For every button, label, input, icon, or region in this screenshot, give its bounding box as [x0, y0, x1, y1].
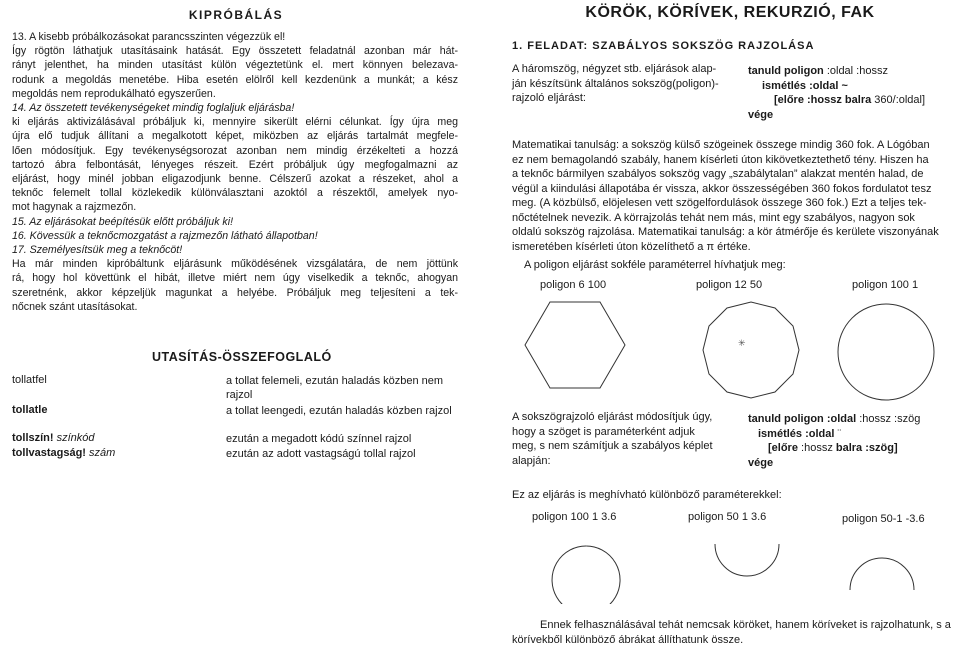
left-text-line: eljárást, hogy minél jobban eligazodjunk benne. Célszerű azokat a részeket, ahol a	[12, 173, 458, 186]
math-paragraph-line: nőctételnek nevezik. A körrajzolás tehát nem más, mint egy szabályos, nagyon sok	[512, 211, 915, 224]
summary-description: a tollat felemeli, ezután haladás közben nem rajzol	[226, 375, 444, 402]
left-text-line: tartozó ábra felbontását, lényeges részeit. Ezért próbáljuk úgy megfogalmazni az	[12, 158, 458, 171]
code-block-1: tanuld poligon :oldal :hossz ismétlés :oldal ~ [előre :hossz balra 360/:oldal] vége	[748, 65, 926, 121]
right-column	[500, 0, 960, 646]
summary-command: tollszín! színkód	[12, 432, 95, 444]
summary-heading: UTASÍTÁS-ÖSSZEFOGLALÓ	[152, 350, 332, 364]
intro2-text: A sokszögrajzoló eljárást módosítjuk úgy, hogy a szöget is paraméterként adjuk meg, s nem számítjuk a szabályos képlet alapján:	[512, 411, 713, 467]
left-text-line: 15. Az eljárásokat beépítésük előtt próbáljuk ki!	[12, 215, 234, 228]
left-text-line: rányt jelenthet, ha minden utasítást külön végeztetünk el. mert könnyen belezava-	[12, 59, 458, 72]
left-text-line: megoldás nem reprodukálható egyszerűen.	[12, 87, 216, 100]
summary-command: tollatfel	[12, 374, 47, 386]
poly-intro: A poligon eljárást sokféle paraméterrel hívhatjuk meg:	[524, 259, 786, 271]
left-text-line: teknőc felemelt tollal közlekedik különválasztani azoktól a részektől, amelyek nyo-	[12, 187, 458, 200]
left-text-line: Ha már minden kipróbáltunk eljárásunk működésének vizsgálatára, de nem jöttünk	[12, 258, 458, 271]
inverse-arc	[850, 558, 914, 590]
code-block-2: tanuld poligon :oldal :hossz :szög ismétlés :oldal ¨ [előre :hossz balra :szög] vége	[748, 413, 921, 469]
left-text-line: szeretnénk, akkor képzeljük magunkat a helyébe. Próbáljuk meg teljesíteni a tek-	[12, 286, 458, 299]
poly-label-3: poligon 100 1	[852, 279, 919, 291]
left-text-line: Így rögtön láthatjuk utasításaink hatását. Egy összetett feladatnál azonban már hát-	[12, 45, 458, 58]
intro-text: A háromszög, négyzet stb. eljárások alap- ján készítsünk általános sokszög(poligon)- rajzoló eljárást:	[512, 63, 719, 104]
summary-description: ezután az adott vastagságú tollal rajzol	[226, 448, 416, 460]
left-body-text	[12, 30, 458, 314]
dodecagon-figure	[703, 302, 799, 398]
polygon-figures	[500, 292, 960, 404]
hexagon-figure	[525, 302, 625, 388]
summary-description: a tollat leengedi, ezután haladás közben rajzol	[226, 405, 452, 417]
left-text-line: rodunk a megoldás menetébe. Hiba esetén elölről kell kezdenünk a munkát; a kész	[12, 73, 458, 86]
left-text-line: 17. Személyesítsük meg a teknőcöt!	[12, 244, 183, 257]
math-paragraph-line: ismeretében kísérleti úton közelíthető a π értéke.	[512, 240, 751, 253]
math-paragraph-line: ez nem bemagolandó szabály, hanem kísérleti úton kikövetkeztethető tény. Hiszen ha	[512, 153, 929, 166]
left-column	[12, 0, 460, 646]
turtle-icon: ✳	[738, 338, 746, 348]
math-paragraph-line: végül a kiindulási állapotába ér vissza, akkor összességében 360 fokos fordulatot tesz	[512, 182, 932, 195]
left-text-line: 16. Kövessük a teknőcmozgatást a rajzmezőn látható állapotban!	[12, 229, 318, 242]
summary-command: tollvastagság! szám	[12, 447, 116, 459]
left-text-line: újra elő tudjuk állítani a megalkotott képet, miközben az eljárás tartalmát megfele-	[12, 130, 458, 143]
left-heading: KIPRÓBÁLÁS	[188, 8, 284, 22]
left-text-line: lően módosítjuk. Egy tevékenységsorozat azonban nem mindig érzékelteti a hozzá	[12, 144, 458, 157]
left-text-line: ki eljárás aktivizálásával próbáljuk ki, mennyire sikerült elérni célunkat. Így újra meg	[12, 116, 458, 129]
left-text-line: rá, hogy hol követtünk el hibát, illetve miért nem úgy viselkedik a teknőc, ahogyan	[12, 272, 458, 285]
summary-description: ezután a megadott kódú színnel rajzol	[226, 433, 412, 445]
math-paragraph-line: a teknőc bármilyen szabályos sokszög vagy „szabálytalan” alakzat mentén halad, de	[512, 168, 924, 180]
math-paragraph-line: meg. (A közbülső, elöjelesen vett szögelfordulások összege 360 fok.) Ezt a teljes tek-	[512, 197, 927, 209]
left-text-line: 14. Az összetett tevékenységeket mindig foglaljuk eljárásba!	[12, 102, 295, 115]
arc-figures	[500, 524, 960, 604]
math-paragraph-line: Matematikai tanulság: a sokszög külső szögeinek összege mindig 360 fok. A Lógóban	[512, 139, 930, 151]
arc-label-2: poligon 50 1 3.6	[688, 511, 767, 523]
math-paragraph	[512, 138, 958, 254]
poly-label-2: poligon 12 50	[696, 279, 763, 291]
arc-label-3: poligon 50-1 -3.6	[842, 513, 925, 525]
arc-label-1: poligon 100 1 3.6	[532, 511, 617, 523]
summary-command: tollatle	[12, 404, 48, 416]
half-circle-arc	[715, 544, 779, 576]
math-paragraph-line: oldalú sokszög rajzolása. Matematikai tanulság: a kör átmérője és kerülete viszonyának	[512, 226, 939, 238]
task-title: 1. FELADAT: SZABÁLYOS SOKSZÖG RAJZOLÁSA	[512, 40, 815, 52]
circle-figure	[838, 304, 934, 400]
left-text-line: mot hagynak a rajzmezőn.	[12, 201, 137, 214]
call-intro: Ez az eljárás is meghívható különböző paraméterekkel:	[512, 489, 782, 501]
closing-text: Ennek felhasználásával tehát nemcsak köröket, hanem köríveket is rajzolhatunk, s a körívekből különböző ábrákat állíthatunk össze.	[512, 619, 951, 646]
left-text-line: 13. A kisebb próbálkozásokat parancsszinten végezzük el!	[12, 31, 286, 43]
left-text-line: nőcnek szánt utasításokat.	[12, 300, 138, 313]
poly-label-1: poligon 6 100	[540, 279, 607, 291]
full-circle-arc	[552, 546, 620, 604]
right-heading: KÖRÖK, KÖRÍVEK, REKURZIÓ, FAK	[585, 4, 875, 21]
